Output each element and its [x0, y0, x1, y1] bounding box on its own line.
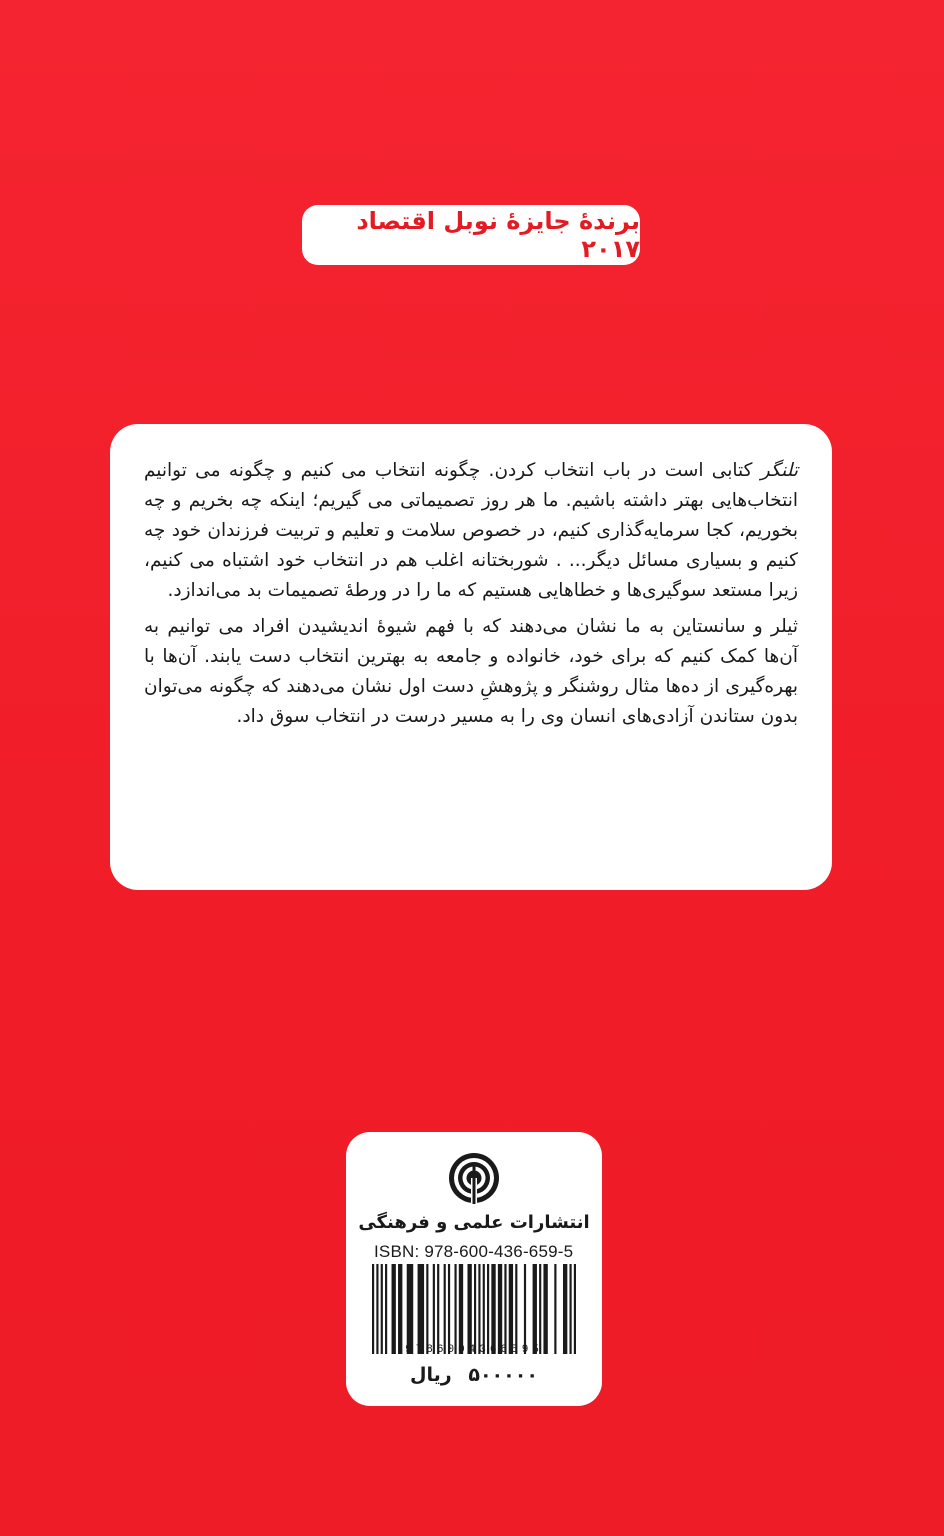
barcode-bar	[467, 1264, 471, 1354]
barcode-bar	[376, 1264, 378, 1354]
barcode-bar	[543, 1264, 547, 1354]
barcode-bar	[483, 1264, 485, 1354]
barcode-bar	[448, 1264, 450, 1354]
barcode-bar	[433, 1264, 435, 1354]
barcode-bar	[426, 1264, 428, 1354]
publisher-name: انتشارات علمی و فرهنگی	[358, 1212, 590, 1233]
barcode-bar	[569, 1264, 571, 1354]
barcode-bar	[437, 1264, 439, 1354]
barcode-bar	[418, 1264, 425, 1354]
barcode-bar	[392, 1264, 396, 1354]
barcode-bar	[454, 1264, 456, 1354]
barcode-bar	[563, 1264, 567, 1354]
barcode-bar	[533, 1264, 537, 1354]
barcode-bar	[574, 1264, 576, 1354]
barcode-bar	[398, 1264, 402, 1354]
barcode-bar	[524, 1264, 526, 1354]
isbn-label: ISBN: 978-600-436-659-5	[374, 1242, 574, 1261]
barcode-bar	[372, 1264, 374, 1354]
barcode-bar	[554, 1264, 556, 1354]
barcode-bar	[478, 1264, 480, 1354]
barcode-bar	[407, 1264, 414, 1354]
barcode-bar	[509, 1264, 513, 1354]
book-title: تلنگر	[760, 460, 798, 481]
barcode-bar	[385, 1264, 387, 1354]
barcode-bar	[487, 1264, 489, 1354]
barcode-bar	[381, 1264, 383, 1354]
barcode	[372, 1264, 576, 1354]
award-badge	[302, 205, 640, 265]
award-text: برندهٔ جایزهٔ نوبل اقتصاد ۲۰۱۷	[356, 207, 640, 263]
barcode-bar	[459, 1264, 463, 1354]
publisher-logo-icon	[448, 1152, 500, 1204]
barcode-bar	[444, 1264, 446, 1354]
blurb-paragraph-2: ثیلر و سانستاین به ما نشان می‌دهند که با فهم شیوهٔ اندیشیدن افراد می توانیم به آن‌ها کمک کنیم که برای خود، خانواده و جامعه به بهترین انتخاب دست یابند. آن‌ها با بهره‌گیری از ده‌ها مثال روشنگر و پژوهشِ دست اول نشان می‌دهند که چگونه می‌توان بدون ستاندن آزادی‌های انسان وی را به مسیر درست در انتخاب سوق داد.	[144, 616, 798, 727]
barcode-bar	[498, 1264, 502, 1354]
blurb-panel	[110, 424, 832, 890]
price-amount: ۵۰۰۰۰۰	[468, 1364, 538, 1386]
barcode-bar	[491, 1264, 495, 1354]
barcode-bar	[504, 1264, 506, 1354]
barcode-bar	[515, 1264, 517, 1354]
blurb-paragraph-1	[144, 456, 798, 606]
price-label	[346, 1364, 602, 1386]
blurb-paragraph-1-text: کتابی است در باب انتخاب کردن. چگونه انتخاب می کنیم و چگونه می توانیم انتخاب‌هایی بهتر داشته باشیم. ما هر روز تصمیماتی می گیریم؛ اینکه چه بخریم و چه بخوریم، کجا سرمایه‌گذاری کنیم، در خصوص سلامت و تعلیم و تربیت فرزندان خود چه کنیم و بسیاری مسائل دیگر... . شوربختانه اغلب هم در انتخاب خود اشتباه می کنیم، زیرا مستعد سوگیری‌ها و خطاهایی هستیم که ما را در ورطهٔ تصمیمات بد می‌اندازد.	[144, 460, 798, 601]
barcode-bar	[539, 1264, 541, 1354]
publisher-box	[346, 1132, 602, 1406]
barcode-digits: 9786004366595	[405, 1344, 543, 1356]
price-currency: ریال	[410, 1364, 452, 1386]
barcode-bar	[474, 1264, 476, 1354]
